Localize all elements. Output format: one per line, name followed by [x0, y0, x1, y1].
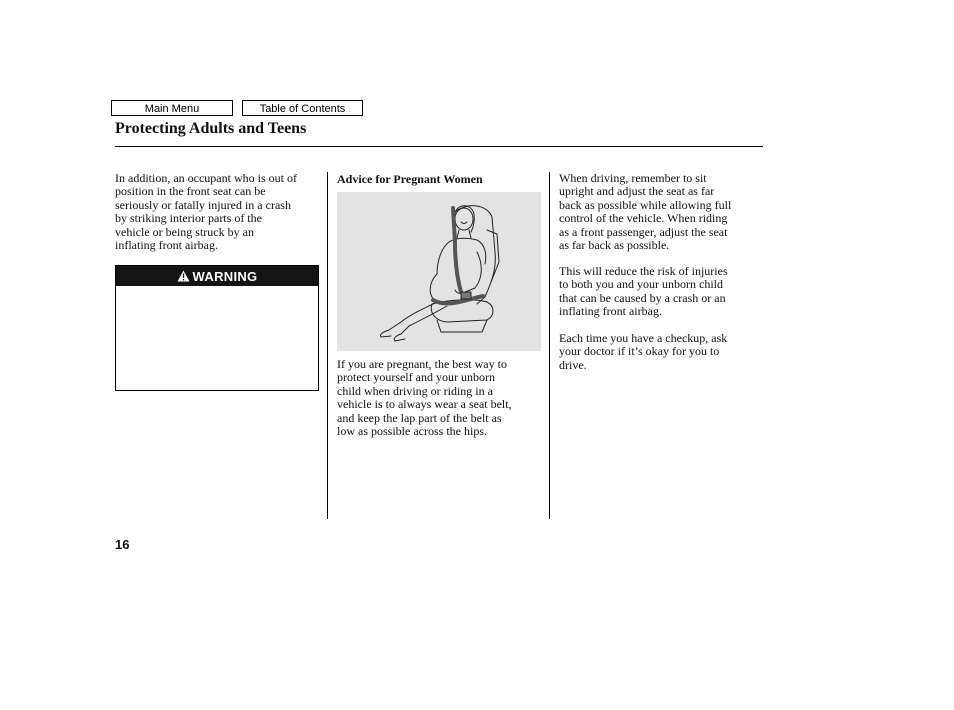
pregnant-woman-seatbelt-illustration: [337, 192, 541, 351]
page-number: 16: [115, 537, 130, 552]
table-of-contents-button[interactable]: Table of Contents: [242, 100, 363, 116]
main-menu-button[interactable]: Main Menu: [111, 100, 233, 116]
section-heading: Advice for Pregnant Women: [337, 172, 483, 186]
page-title: Protecting Adults and Teens: [115, 120, 307, 137]
warning-triangle-icon: [177, 270, 190, 282]
injury-risk-paragraph: This will reduce the risk of injuries to both you and your unborn child that can be caused by a crash or an inflating front airbag.: [559, 264, 728, 319]
warning-label: WARNING: [192, 268, 258, 284]
column-divider: [327, 172, 328, 519]
warning-header: [116, 266, 318, 286]
intro-paragraph: In addition, an occupant who is out of position in the front seat can be seriously or fatally injured in a crash by striking interior parts of the vehicle or being struck by an inflating front airbag.: [115, 171, 297, 253]
seat-position-paragraph: When driving, remember to sit upright and adjust the seat as far back as possible while allowing full control of the vehicle. When riding as a front passenger, adjust the seat as far back as possible.: [559, 171, 732, 253]
checkup-paragraph: Each time you have a checkup, ask your doctor if it’s okay for you to drive.: [559, 331, 728, 372]
column-divider: [549, 172, 550, 519]
title-divider: [115, 146, 763, 147]
illustration-drawing: [337, 192, 541, 351]
pregnancy-paragraph: If you are pregnant, the best way to protect yourself and your unborn child when driving or riding in a vehicle is to always wear a seat belt, and keep the lap part of the belt as low as possible across the hips.: [337, 357, 512, 439]
warning-box: [115, 265, 319, 391]
